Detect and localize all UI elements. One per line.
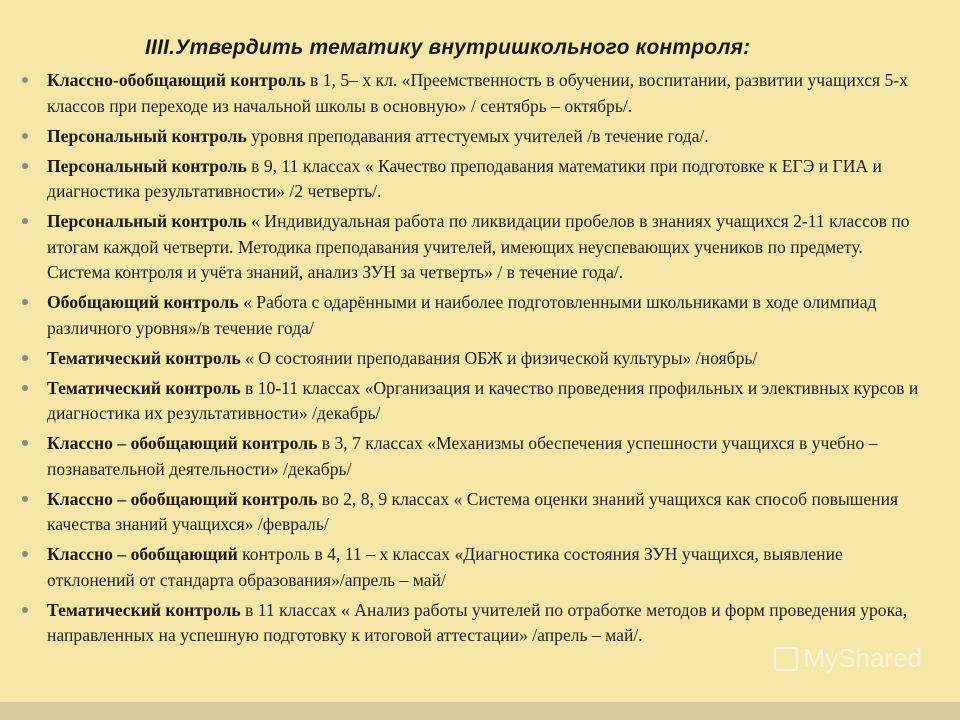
bullet-icon xyxy=(22,440,28,446)
list-item xyxy=(22,431,927,482)
list-item xyxy=(22,487,927,538)
list-item xyxy=(22,209,927,286)
list-item xyxy=(22,598,927,649)
item-text: в 10-11 классах «Организация и качество проведения профильных и элективных курсов и диагностика их результативности» /декабрь/ xyxy=(47,377,919,423)
list-item xyxy=(22,290,927,341)
item-bold-label: Тематический контроль xyxy=(47,377,241,398)
item-bold-label: Тематический контроль xyxy=(47,599,241,620)
list-item xyxy=(22,346,927,372)
bullet-icon xyxy=(22,77,28,83)
item-text: в 11 классах « Анализ работы учителей по отработке методов и форм проведения урока, направленных на успешную подготовку к итоговой аттестации» /апрель – май/. xyxy=(47,599,908,645)
item-text: в 9, 11 классах « Качество преподавания математики при подготовке к ЕГЭ и ГИА и диагностика результативности» /2 четверть/. xyxy=(47,155,882,201)
bullet-icon xyxy=(22,299,28,305)
item-bold-label: Классно – обобщающий контроль xyxy=(47,488,318,509)
bullet-icon xyxy=(22,496,28,502)
list-item xyxy=(22,154,927,205)
watermark xyxy=(774,643,923,674)
bullet-icon xyxy=(22,133,28,139)
item-bold-label: Классно-обобщающий контроль xyxy=(47,70,306,90)
bullet-icon xyxy=(22,218,28,224)
item-text: « Работа с одарёнными и наиболее подготовленными школьниками в ходе олимпиад различного уровня»/в течение года/ xyxy=(47,292,877,338)
myshared-logo-icon xyxy=(774,647,798,671)
item-bold-label: Персональный контроль xyxy=(47,155,247,176)
list-item xyxy=(22,124,927,150)
item-text: во 2, 8, 9 классах « Система оценки знаний учащихся как способ повышения качества знаний учащихся» /февраль/ xyxy=(47,488,899,534)
item-text: контроль в 4, 11 – х классах «Диагностика состояния ЗУН учащихся, выявление отклонений от стандарта образования»/апрель – май/ xyxy=(47,544,843,590)
item-text: в 3, 7 классах «Механизмы обеспечения успешности учащихся в учебно – познавательной деятельности» /декабрь/ xyxy=(47,433,878,479)
list-item xyxy=(22,542,927,593)
item-text: « О состоянии преподавания ОБЖ и физической культуры» /ноябрь/ xyxy=(240,347,758,368)
bullet-icon xyxy=(22,607,28,613)
item-bold-label: Персональный контроль xyxy=(47,211,247,231)
item-text: в 1, 5– х кл. «Преемственность в обучении, воспитании, развитии учащихся 5-х классов при переходе из начальной школы в основную» / сентябрь – октябрь/. xyxy=(47,70,908,116)
bullet-icon xyxy=(22,551,28,557)
item-bold-label: Персональный контроль xyxy=(47,125,247,146)
item-text: « Индивидуальная работа по ликвидации пробелов в знаниях учащихся 2-11 классов по итогам каждой четверти. Методика преподавания учителей, имеющих неуспевающих учеников по предмету. Система контроля и учёта знаний, анализ ЗУН за четверть» / в течение года/. xyxy=(47,211,910,282)
list-item xyxy=(22,376,927,427)
control-list xyxy=(22,68,927,653)
item-bold-label: Обобщающий контроль xyxy=(47,292,239,312)
slide-title: IIII.Утвердить тематику внутришкольного контроля: xyxy=(145,36,751,59)
bullet-icon xyxy=(22,163,28,169)
bullet-icon xyxy=(22,355,28,361)
item-text: уровня преподавания аттестуемых учителей /в течение года/. xyxy=(246,125,709,146)
item-bold-label: Классно – обобщающий xyxy=(47,544,238,564)
bullet-icon xyxy=(22,385,28,391)
item-bold-label: Тематический контроль xyxy=(47,347,241,368)
watermark-text: MyShared xyxy=(803,643,922,673)
list-item xyxy=(22,68,927,119)
item-bold-label: Классно – обобщающий контроль xyxy=(47,433,318,453)
